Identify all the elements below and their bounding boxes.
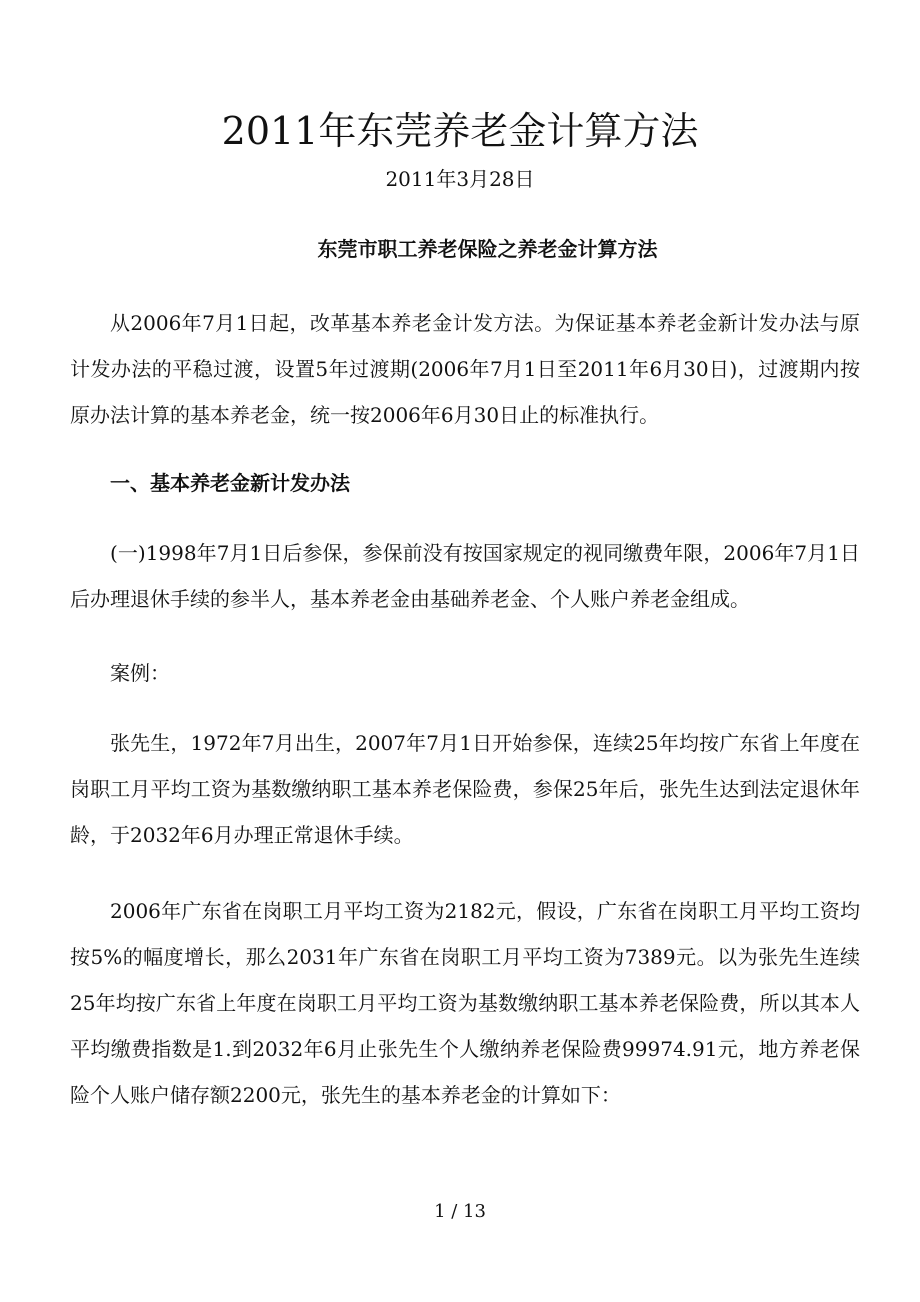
case-label: 案例：: [110, 661, 170, 685]
intro-paragraph: 从2006年7月1日起，改革基本养老金计发方法。为保证基本养老金新计发办法与原计发办法的平稳过渡，设置5年过渡期(2006年7月1日至2011年6月30日)，过渡期内按原办法计算的基本养老金，统一按2006年6月30日止的标准执行。: [70, 311, 860, 427]
document-subtitle: 东莞市职工养老保险之养老金计算方法: [317, 237, 658, 261]
case-paragraph-1: 张先生，1972年7月出生，2007年7月1日开始参保，连续25年均按广东省上年度在岗职工月平均工资为基数缴纳职工基本养老保险费，参保25年后，张先生达到法定退休年龄，于2032年6月办理正常退休手续。: [70, 731, 860, 847]
document-title: 2011年东莞养老金计算方法: [221, 109, 699, 153]
document-date: 2011年3月28日: [385, 167, 535, 191]
section-1-heading: 一、基本养老金新计发办法: [110, 471, 350, 495]
section-1-paragraph: (一)1998年7月1日后参保，参保前没有按国家规定的视同缴费年限，2006年7月1日后办理退休手续的参半人，基本养老金由基础养老金、个人账户养老金组成。: [70, 541, 860, 611]
page-indicator: 1 / 13: [434, 1201, 486, 1222]
case-paragraph-2: 2006年广东省在岗职工月平均工资为2182元，假设，广东省在岗职工月平均工资均按5%的幅度增长，那么2031年广东省在岗职工月平均工资为7389元。以为张先生连续25年均按广东省上年度在岗职工月平均工资为基数缴纳职工基本养老保险费，所以其本人平均缴费指数是1.到2032年6月止张先生个人缴纳养老保险费99974.91元，地方养老保险个人账户储存额2200元，张先生的基本养老金的计算如下：: [70, 899, 860, 1107]
